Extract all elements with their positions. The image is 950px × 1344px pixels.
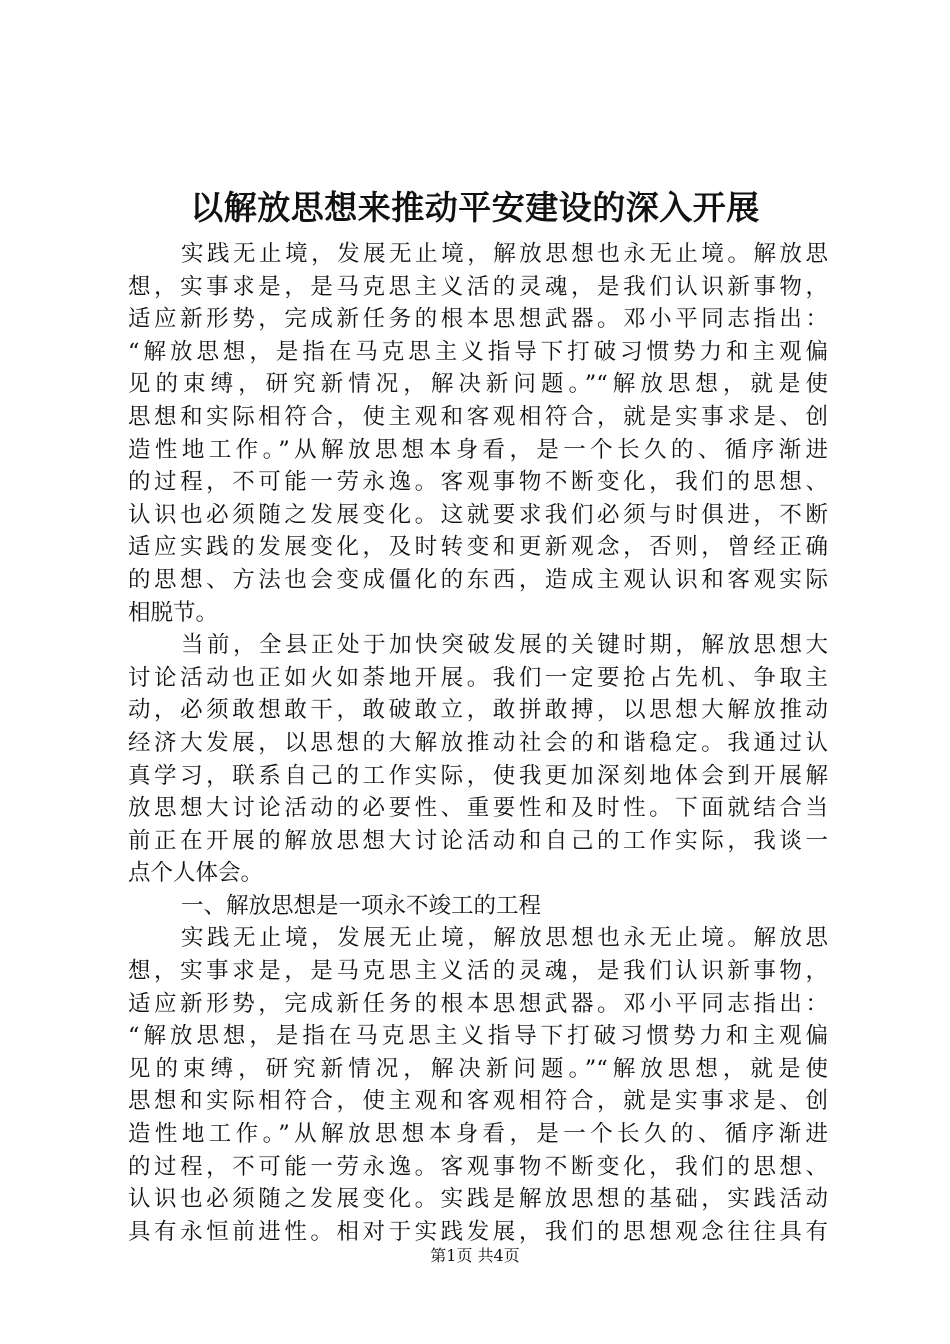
text-line: 实践无止境，发展无止境，解放思想也永无止境。解放思 — [181, 241, 828, 267]
text-line: 真学习，联系自己的工作实际，使我更加深刻地体会到开展解 — [128, 762, 828, 789]
text-line: 经济大发展，以思想的大解放推动社会的和谐稳定。我通过认 — [128, 729, 828, 756]
text-line: 的过程，不可能一劳永逸。客观事物不断变化，我们的思想、 — [128, 469, 828, 496]
text-line: 认识也必须随之发展变化。实践是解放思想的基础，实践活动 — [128, 1186, 828, 1213]
text-line: 适应新形势，完成新任务的根本思想武器。邓小平同志指出： — [128, 306, 828, 333]
document-body — [128, 238, 828, 1248]
document-title: 以解放思想来推动平安建设的深入开展 — [190, 188, 760, 227]
text-line: 实践无止境，发展无止境，解放思想也永无止境。解放思 — [181, 925, 828, 952]
text-line: 前正在开展的解放思想大讨论活动和自己的工作实际，我谈一 — [128, 827, 828, 854]
text-line: 见的束缚，研究新情况，解决新问题。”“解放思想，就是使 — [128, 1055, 828, 1082]
text-line: 放思想大讨论活动的必要性、重要性和及时性。下面就结合当 — [128, 795, 828, 822]
text-line: 想，实事求是，是马克思主义活的灵魂，是我们认识新事物， — [128, 273, 828, 300]
text-line: 点个人体会。 — [128, 860, 264, 887]
text-line: 思想和实际相符合，使主观和客观相符合，就是实事求是、创 — [128, 403, 828, 430]
text-line: 讨论活动也正如火如荼地开展。我们一定要抢占先机、争取主 — [128, 664, 828, 691]
text-line: 造性地工作。”从解放思想本身看，是一个长久的、循序渐进 — [128, 1121, 828, 1148]
text-line: 想，实事求是，是马克思主义活的灵魂，是我们认识新事物， — [128, 958, 828, 985]
text-line: “解放思想，是指在马克思主义指导下打破习惯势力和主观偏 — [128, 338, 828, 365]
text-line: 的过程，不可能一劳永逸。客观事物不断变化，我们的思想、 — [128, 1153, 828, 1180]
text-line: 的思想、方法也会变成僵化的东西，造成主观认识和客观实际 — [128, 566, 828, 593]
text-line: 思想和实际相符合，使主观和客观相符合，就是实事求是、创 — [128, 1088, 828, 1115]
section-heading: 一、解放思想是一项永不竣工的工程 — [181, 892, 542, 919]
text-line: 动，必须敢想敢干，敢破敢立，敢拼敢搏，以思想大解放推动 — [128, 697, 828, 724]
text-line: 具有永恒前进性。相对于实践发展，我们的思想观念往往具有 — [128, 1218, 828, 1245]
text-line: 认识也必须随之发展变化。这就要求我们必须与时俱进，不断 — [128, 501, 828, 528]
text-line: 见的束缚，研究新情况，解决新问题。”“解放思想，就是使 — [128, 371, 828, 398]
text-line: “解放思想，是指在马克思主义指导下打破习惯势力和主观偏 — [128, 1023, 828, 1050]
page-number-footer: 第1页 共4页 — [430, 1246, 520, 1265]
text-line: 适应新形势，完成新任务的根本思想武器。邓小平同志指出： — [128, 990, 828, 1017]
text-line: 适应实践的发展变化，及时转变和更新观念，否则，曾经正确 — [128, 534, 828, 561]
text-line: 相脱节。 — [128, 599, 219, 626]
text-line: 当前，全县正处于加快突破发展的关键时期，解放思想大 — [181, 632, 828, 659]
text-line: 造性地工作。”从解放思想本身看，是一个长久的、循序渐进 — [128, 436, 828, 463]
